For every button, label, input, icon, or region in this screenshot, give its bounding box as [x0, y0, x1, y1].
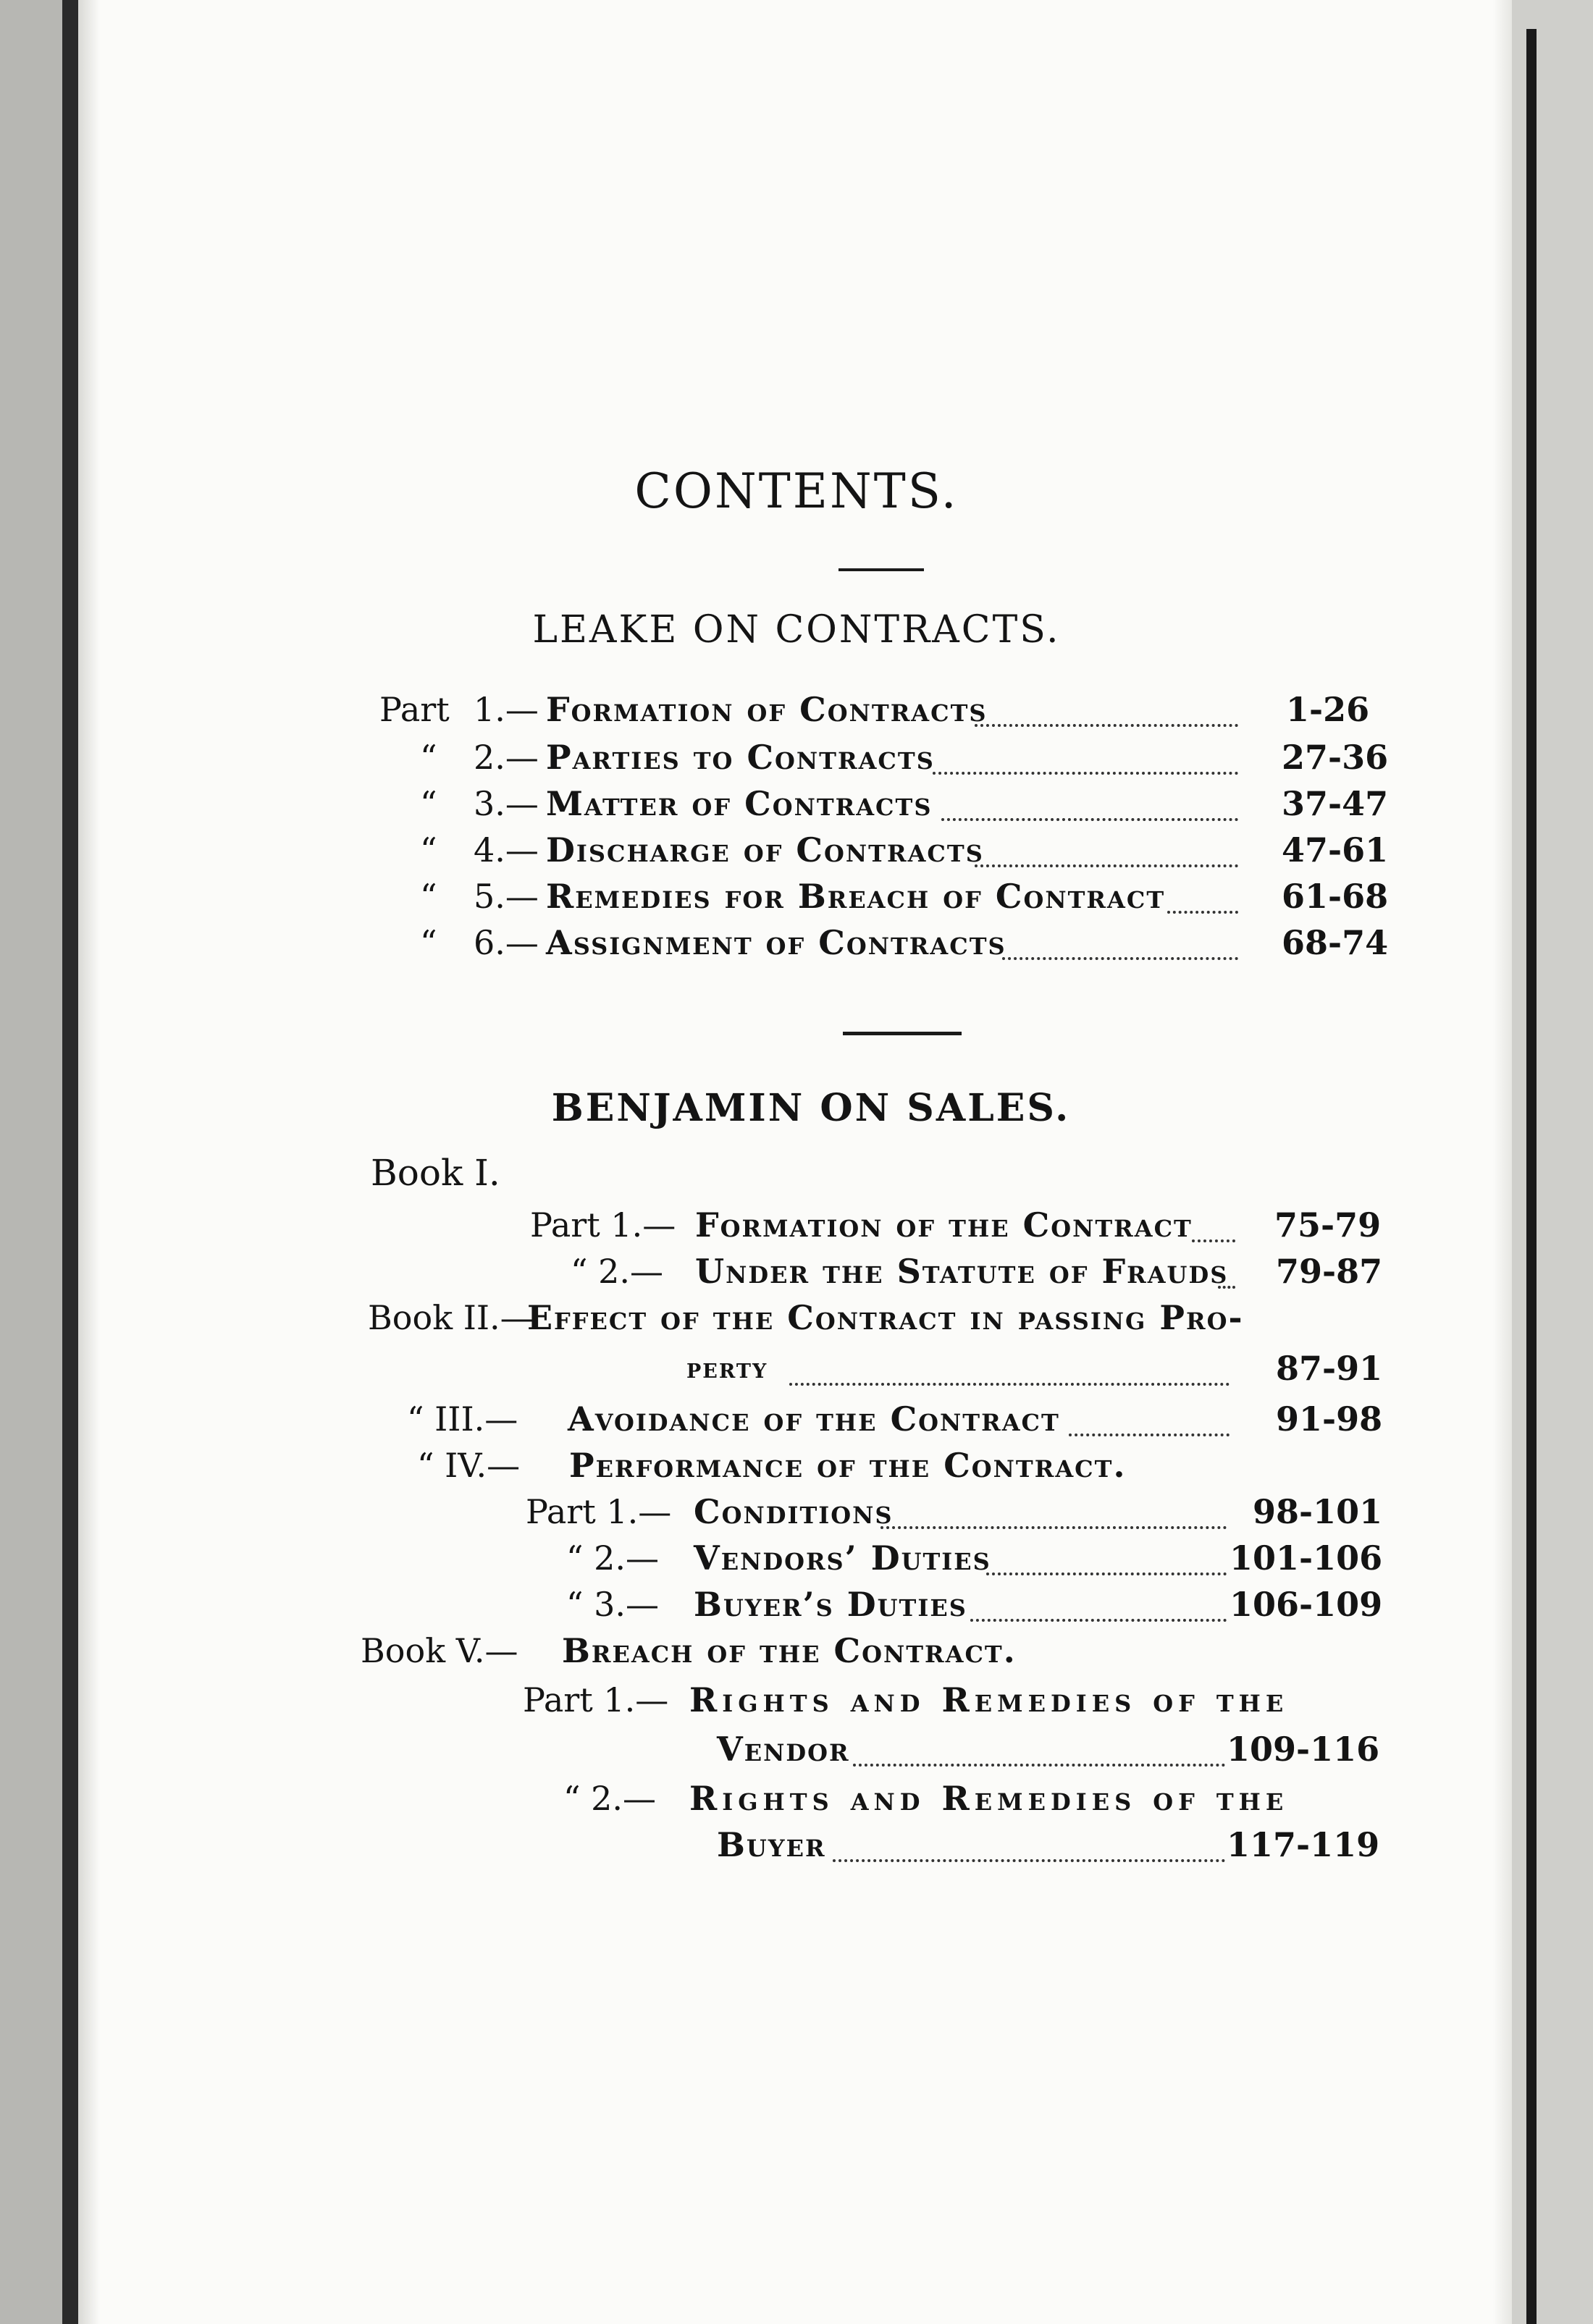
leake-heading: LEAKE ON CONTRACTS.: [532, 608, 1061, 652]
right-binding-shadow: [1526, 29, 1537, 2324]
title-rule: [838, 568, 924, 571]
right-page-edge: [1512, 0, 1593, 2324]
book-1-label: Book I.: [371, 1152, 500, 1194]
page-title: CONTENTS.: [634, 463, 959, 519]
left-edge-fade: [78, 0, 100, 2324]
section-rule: [843, 1032, 962, 1035]
benjamin-heading: BENJAMIN ON SALES.: [551, 1086, 1071, 1130]
right-edge-fade: [1493, 0, 1512, 2324]
left-binding-shadow: [62, 0, 78, 2324]
